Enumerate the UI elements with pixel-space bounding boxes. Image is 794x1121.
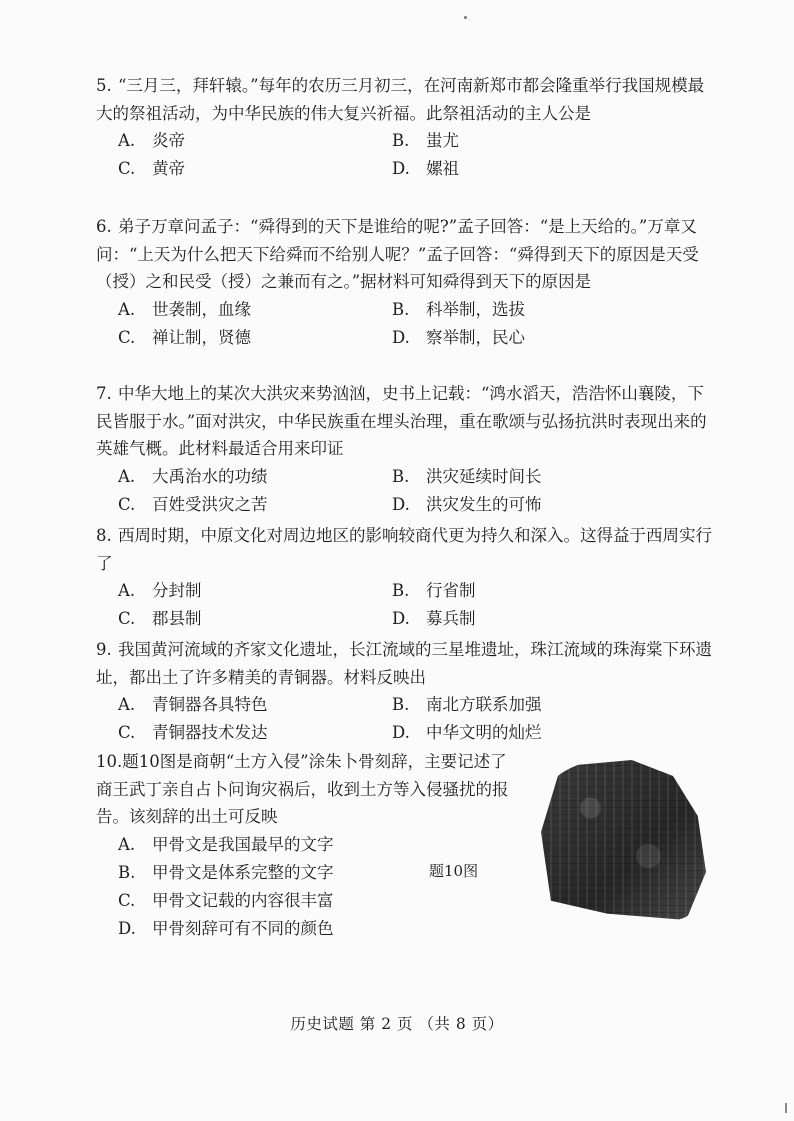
option-b: B. 南北方联系加强 — [392, 695, 542, 714]
option-d: D. 嫘祖 — [392, 159, 459, 178]
options — [96, 577, 716, 633]
option-c: C. 郡县制 — [118, 609, 202, 628]
option-b: B. 洪灾延续时间长 — [392, 466, 542, 486]
option-a: A. 炎帝 — [118, 131, 185, 150]
question-stem: 我国黄河流域的齐家文化遗址，长江流域的三星堆遗址，珠江流域的珠海棠下环遗址，都出土了许多精美的青铜器。材料反映出 — [96, 640, 712, 687]
option-d: D. 察举制，民心 — [392, 327, 525, 347]
question-number: 9. — [96, 640, 112, 659]
option-c: C. 甲骨文记载的内容很丰富 — [118, 890, 334, 910]
option-b: B. 蚩尤 — [392, 131, 459, 150]
options — [96, 127, 716, 183]
scan-mark — [785, 1103, 787, 1113]
option-a: A. 青铜器各具特色 — [118, 695, 268, 714]
options — [96, 296, 716, 352]
question-stem: 弟子万章问孟子：“舜得到的天下是谁给的呢?”孟子回答：“是上天给的。”万章又问：“上天为什么把天下给舜而不给别人呢？”孟子回答：“舜得到天下的原因是天受（授）之和民受（授）之兼而有之。”据材料可知舜得到天下的原因是 — [96, 217, 699, 291]
question-number: 10. — [96, 752, 123, 771]
option-b: B. 甲骨文是体系完整的文字 — [118, 862, 334, 882]
question-stem: “三月三，拜轩辕。”每年的农历三月初三，在河南新郑市都会隆重举行我国规模最大的祭祖活动，为中华民族的伟大复兴祈福。此祭祖活动的主人公是 — [96, 76, 705, 123]
question-6 — [96, 213, 716, 352]
question-stem: 西周时期，中原文化对周边地区的影响较商代更为持久和深入。这得益于西周实行了 — [96, 526, 712, 573]
question-stem: 中华大地上的某次大洪灾来势汹汹，史书上记载：“鸿水滔天，浩浩怀山襄陵，下民皆服于水。”面对洪灾，中华民族重在埋头治理，重在歌颂与弘扬抗洪时表现出来的英雄气概。此材料最适合用来印证 — [96, 384, 707, 458]
question-number: 5. — [96, 76, 112, 95]
option-b: B. 行省制 — [392, 581, 476, 600]
option-b: B. 科举制，选拔 — [392, 299, 525, 319]
oracle-bone-image — [541, 760, 706, 920]
option-a: A. 世袭制，血缘 — [118, 299, 251, 319]
option-d: D. 甲骨刻辞可有不同的颜色 — [118, 918, 334, 938]
option-c: C. 百姓受洪灾之苦 — [118, 494, 268, 514]
question-number: 6. — [96, 217, 112, 236]
option-c: C. 青铜器技术发达 — [118, 723, 268, 742]
options — [96, 831, 516, 943]
option-d: D. 洪灾发生的可怖 — [392, 494, 542, 514]
option-a: A. 分封制 — [118, 581, 202, 600]
option-d: D. 中华文明的灿烂 — [392, 723, 542, 742]
figure-caption: 题10图 — [429, 862, 479, 880]
option-c: C. 黄帝 — [118, 159, 185, 178]
scan-speck — [464, 16, 467, 19]
page-footer: 历史试题 第 2 页 （共 8 页） — [290, 1015, 504, 1033]
options — [96, 691, 716, 747]
options — [96, 463, 716, 519]
question-number: 8. — [96, 526, 112, 545]
question-7 — [96, 380, 716, 519]
option-d: D. 募兵制 — [392, 609, 476, 628]
option-a: A. 大禹治水的功绩 — [118, 466, 268, 486]
option-a: A. 甲骨文是我国最早的文字 — [118, 834, 334, 854]
question-9 — [96, 636, 716, 747]
option-c: C. 禅让制，贤德 — [118, 327, 251, 347]
question-number: 7. — [96, 384, 112, 403]
question-8 — [96, 522, 716, 633]
question-10 — [96, 748, 516, 943]
question-5 — [96, 72, 716, 183]
question-stem: 题10图是商朝“土方入侵”涂朱卜骨刻辞，主要记述了商王武丁亲自占卜问询灾祸后，收到土方等入侵骚扰的报告。该刻辞的出土可反映 — [96, 752, 509, 826]
